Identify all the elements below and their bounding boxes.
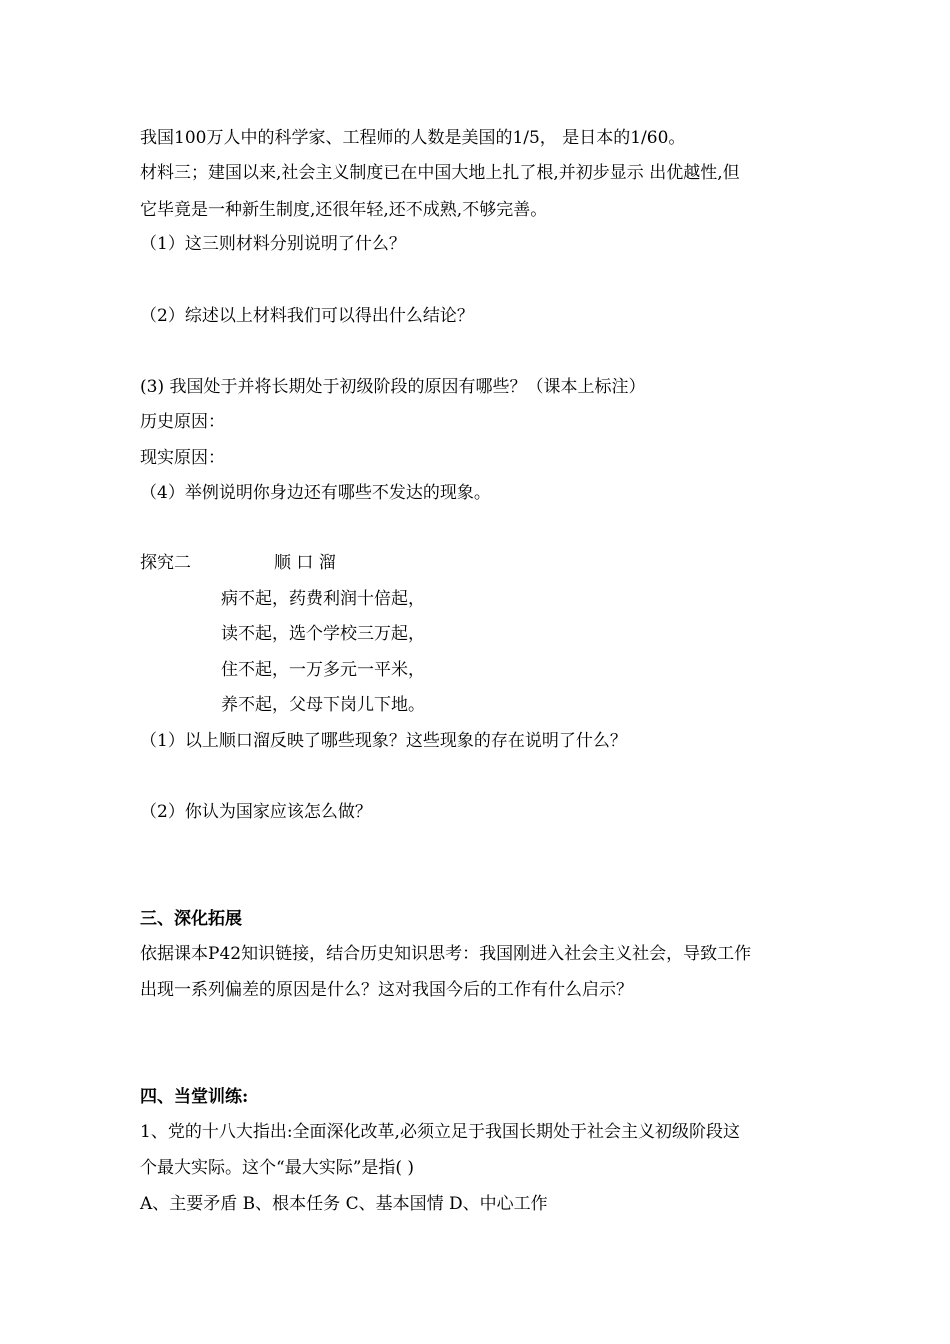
material-three-line-2: 它毕竟是一种新生制度,还很年轻,还不成熟,不够完善。	[140, 200, 548, 220]
verse-title: 顺 口 溜	[274, 553, 336, 573]
practice-question-line-1: 1、党的十八大指出:全面深化改革,必须立足于我国长期处于社会主义初级阶段这	[140, 1122, 740, 1142]
material-line: 我国100万人中的科学家、工程师的人数是美国的1/5， 是日本的1/60。	[140, 128, 686, 148]
section-heading-practice: 四、当堂训练:	[140, 1087, 249, 1107]
section-three-line-1: 依据课本P42知识链接，结合历史知识思考：我国刚进入社会主义社会，导致工作	[140, 944, 752, 964]
verse-line: 养不起，父母下岗儿下地。	[221, 695, 425, 715]
practice-options: A、主要矛盾 B、根本任务 C、基本国情 D、中心工作	[140, 1194, 548, 1214]
explore-question-1: （1）以上顺口溜反映了哪些现象？这些现象的存在说明了什么？	[140, 731, 627, 751]
question-1: （1）这三则材料分别说明了什么？	[140, 234, 406, 254]
history-reason-label: 历史原因：	[140, 412, 225, 432]
explore-two-label: 探究二	[140, 553, 191, 573]
verse-line: 病不起，药费利润十倍起，	[221, 589, 425, 609]
verse-line: 住不起，一万多元一平米，	[221, 660, 425, 680]
question-4: （4）举例说明你身边还有哪些不发达的现象。	[140, 483, 491, 503]
verse-line: 读不起，选个学校三万起，	[221, 624, 425, 644]
explore-question-2: （2）你认为国家应该怎么做？	[140, 802, 372, 822]
reality-reason-label: 现实原因：	[140, 448, 225, 468]
section-heading-deepen: 三、深化拓展	[140, 909, 242, 929]
question-3: (3) 我国处于并将长期处于初级阶段的原因有哪些？（课本上标注）	[140, 377, 646, 397]
practice-question-line-2: 个最大实际。这个“最大实际”是指( )	[140, 1158, 415, 1178]
section-three-line-2: 出现一系列偏差的原因是什么？这对我国今后的工作有什么启示？	[140, 980, 633, 1000]
question-2: （2）综述以上材料我们可以得出什么结论？	[140, 306, 474, 326]
material-three-line-1: 材料三；建国以来,社会主义制度已在中国大地上扎了根,并初步显示 出优越性,但	[140, 163, 740, 183]
